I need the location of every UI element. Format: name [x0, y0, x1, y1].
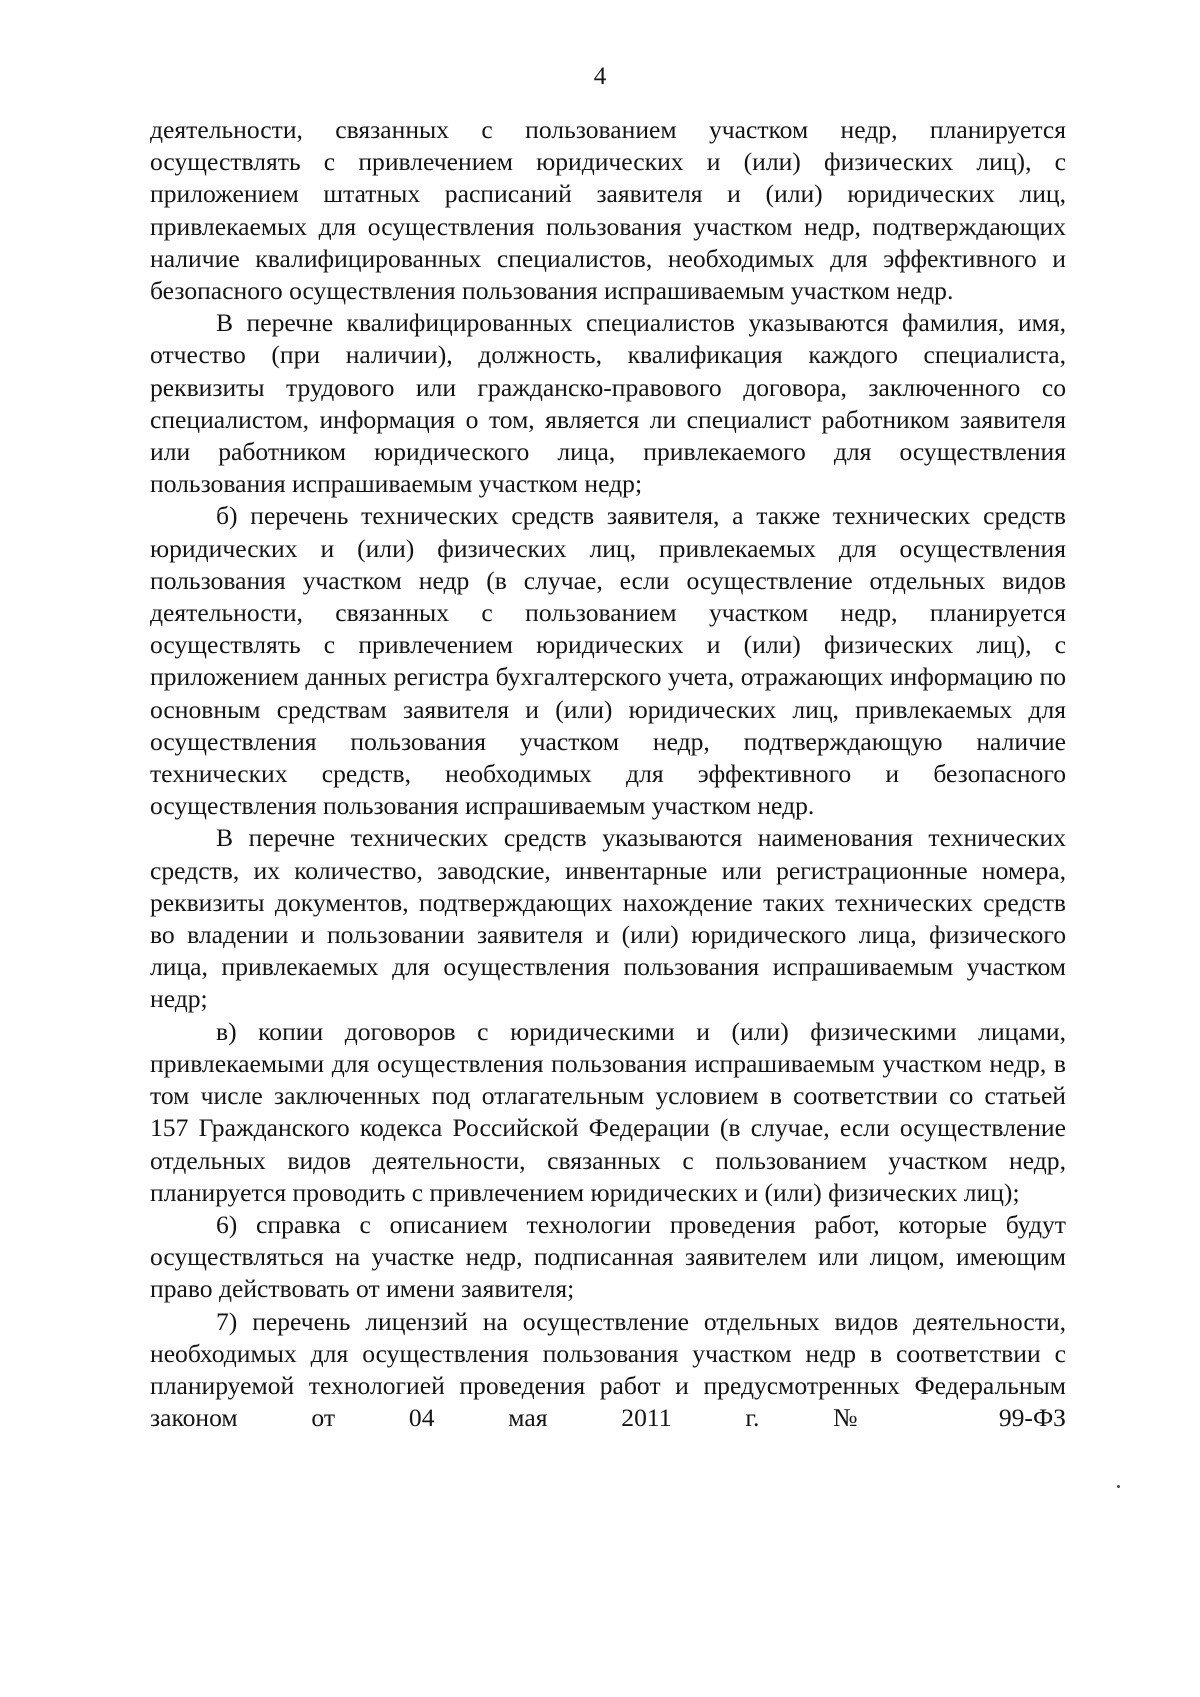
paragraph-item-v: в) копии договоров с юридическими и (или) физическими лицами, привлекаемыми для осуществления пользования испрашиваемым участком недр, в том числе заключенных под отлагательным условием в соответствии со статьей 157 Гражданского кодекса Российской Федерации (в случае, если осуществление отдельных видов деятельности, связанных с пользованием участком недр, планируется проводить с привлечением юридических и (или) физических лиц);: [150, 1016, 1066, 1207]
paragraph-specialists-list: В перечне квалифицированных специалистов указываются фамилия, имя, отчество (при наличии), должность, квалификация каждого специалиста, реквизиты трудового или гражданско-правового договора, заключенного со специалистом, информация о том, является ли специалист работником заявителя или работником юридического лица, привлекаемого для осуществления пользования испрашиваемым участком недр;: [150, 308, 1066, 499]
scan-artifact-dot: [1117, 1485, 1120, 1488]
paragraph-item-7: 7) перечень лицензий на осуществление отдельных видов деятельности, необходимых для осуществления пользования участком недр в соответствии с планируемой технологией проведения работ и предусмотренных Федеральным законом от 04 мая 2011 г. № 99-ФЗ: [150, 1306, 1066, 1433]
page-number: 4: [593, 63, 607, 90]
paragraph-technical-list: В перечне технических средств указываются наименования технических средств, их количество, заводские, инвентарные или регистрационные номера, реквизиты документов, подтверждающих нахождение таких технических средств во владении и пользовании заявителя и (или) юридического лица, физического лица, привлекаемых для осуществления пользования испрашиваемым участком недр;: [150, 823, 1066, 1014]
paragraph-continuation: деятельности, связанных с пользованием участком недр, планируется осуществлять с привлечением юридических и (или) физических лиц), с приложением штатных расписаний заявителя и (или) юридических лиц, привлекаемых для осуществления пользования участком недр, подтверждающих наличие квалифицированных специалистов, необходимых для эффективного и безопасного осуществления пользования испрашиваемым участком недр.: [150, 115, 1066, 306]
paragraph-item-6: 6) справка с описанием технологии проведения работ, которые будут осуществляться на участке недр, подписанная заявителем или лицом, имеющим право действовать от имени заявителя;: [150, 1209, 1066, 1304]
document-body: [150, 114, 1066, 1434]
paragraph-item-b: б) перечень технических средств заявителя, а также технических средств юридических и (или) физических лиц, привлекаемых для осуществления пользования участком недр (в случае, если осуществление отдельных видов деятельности, связанных с пользованием участком недр, планируется осуществлять с привлечением юридических и (или) физических лиц), с приложением данных регистра бухгалтерского учета, отражающих информацию по основным средствам заявителя и (или) юридических лиц, привлекаемых для осуществления пользования участком недр, подтверждающую наличие технических средств, необходимых для эффективного и безопасного осуществления пользования испрашиваемым участком недр.: [150, 501, 1066, 821]
